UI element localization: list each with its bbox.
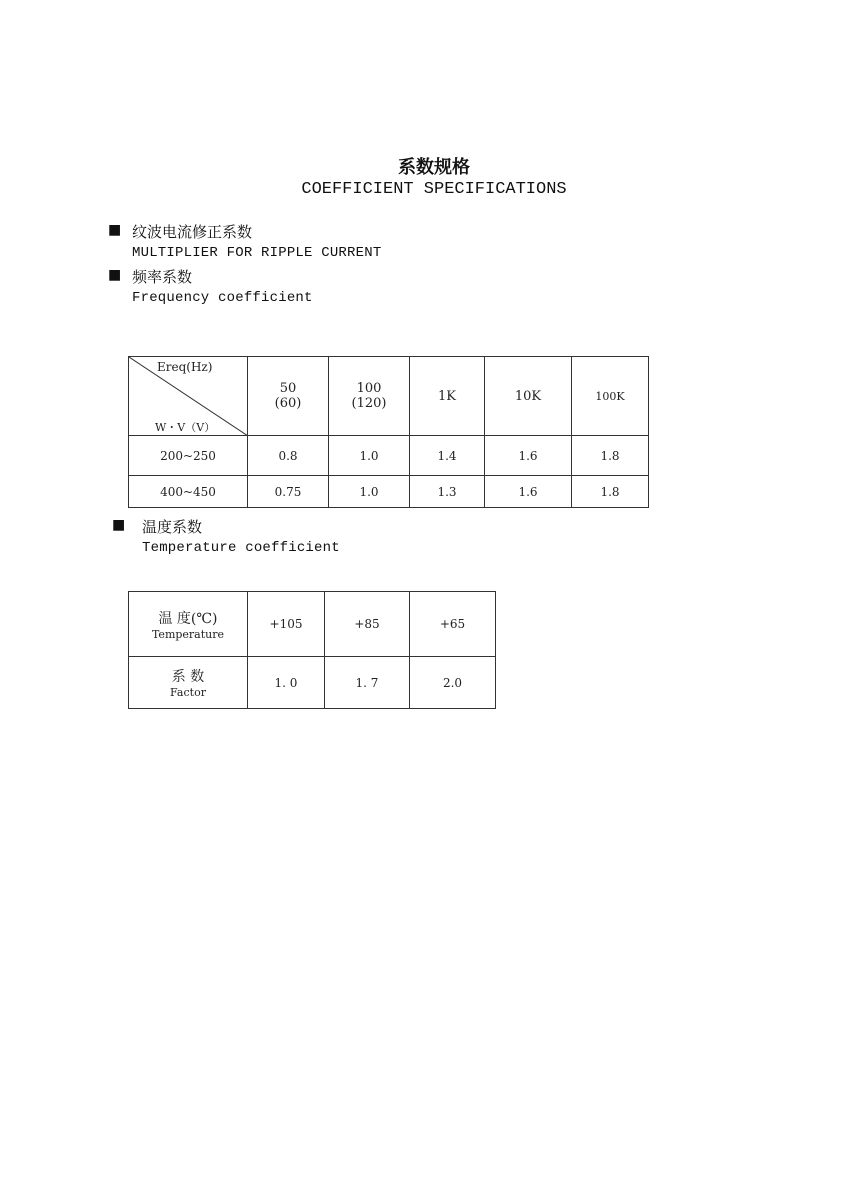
temp-heading-en: Temperature coefficient bbox=[142, 540, 340, 556]
value-cell: 0.75 bbox=[248, 476, 329, 508]
row-label bbox=[129, 657, 248, 709]
factor-label-cn: 系 数 bbox=[171, 669, 205, 685]
value-cell: 1.8 bbox=[572, 436, 649, 476]
value-cell: 1.3 bbox=[410, 476, 485, 508]
temperature-label-cn: 温 度(℃) bbox=[158, 610, 218, 627]
bullet-icon: ■ bbox=[108, 267, 122, 283]
voltage-axis-label: W・V（V） bbox=[155, 421, 216, 434]
temperature-table bbox=[128, 591, 496, 709]
bullet-icon: ■ bbox=[108, 222, 122, 238]
value-cell: 1. 0 bbox=[248, 657, 325, 709]
header-cell bbox=[329, 357, 410, 436]
freq-heading-en: Frequency coefficient bbox=[132, 290, 313, 306]
header-cell bbox=[410, 357, 485, 436]
table-row bbox=[129, 436, 649, 476]
header-line1: 100K bbox=[595, 389, 625, 403]
row-label bbox=[129, 592, 248, 657]
header-cell bbox=[485, 357, 572, 436]
value-cell: +85 bbox=[325, 592, 410, 657]
ripple-heading-en: MULTIPLIER FOR RIPPLE CURRENT bbox=[132, 245, 382, 261]
corner-cell bbox=[129, 357, 248, 436]
header-line1: 1K bbox=[438, 388, 456, 404]
table-row bbox=[129, 592, 496, 657]
value-cell: 1.4 bbox=[410, 436, 485, 476]
header-line1: 10K bbox=[514, 388, 542, 404]
value-cell: 2.0 bbox=[410, 657, 496, 709]
value-cell: 1. 7 bbox=[325, 657, 410, 709]
header-line1: 50 bbox=[279, 381, 297, 396]
temperature-label-en: Temperature bbox=[151, 627, 225, 641]
temp-heading-cn: 温度系数 bbox=[142, 518, 203, 536]
header-line1: 100 bbox=[356, 381, 382, 396]
value-cell: 1.0 bbox=[329, 476, 410, 508]
value-cell: 1.0 bbox=[329, 436, 410, 476]
frequency-table bbox=[128, 356, 649, 508]
page-title-en: COEFFICIENT SPECIFICATIONS bbox=[301, 180, 567, 199]
header-line2: (60) bbox=[274, 396, 302, 411]
value-cell: 1.6 bbox=[485, 436, 572, 476]
page-title-cn: 系数规格 bbox=[398, 157, 470, 178]
row-label: 200~250 bbox=[129, 436, 248, 476]
header-cell bbox=[248, 357, 329, 436]
header-cell bbox=[572, 357, 649, 436]
header-line2: (120) bbox=[351, 396, 387, 411]
value-cell: 0.8 bbox=[248, 436, 329, 476]
table-row bbox=[129, 657, 496, 709]
value-cell: 1.8 bbox=[572, 476, 649, 508]
table-row bbox=[129, 476, 649, 508]
freq-heading-cn: 频率系数 bbox=[132, 268, 193, 286]
row-label: 400~450 bbox=[129, 476, 248, 508]
value-cell: +105 bbox=[248, 592, 325, 657]
value-cell: 1.6 bbox=[485, 476, 572, 508]
ripple-heading-cn: 纹波电流修正系数 bbox=[132, 223, 253, 241]
value-cell: +65 bbox=[410, 592, 496, 657]
factor-label-en: Factor bbox=[170, 686, 206, 699]
freq-axis-label: Ereq(Hz) bbox=[157, 360, 213, 374]
bullet-icon: ■ bbox=[112, 517, 126, 533]
